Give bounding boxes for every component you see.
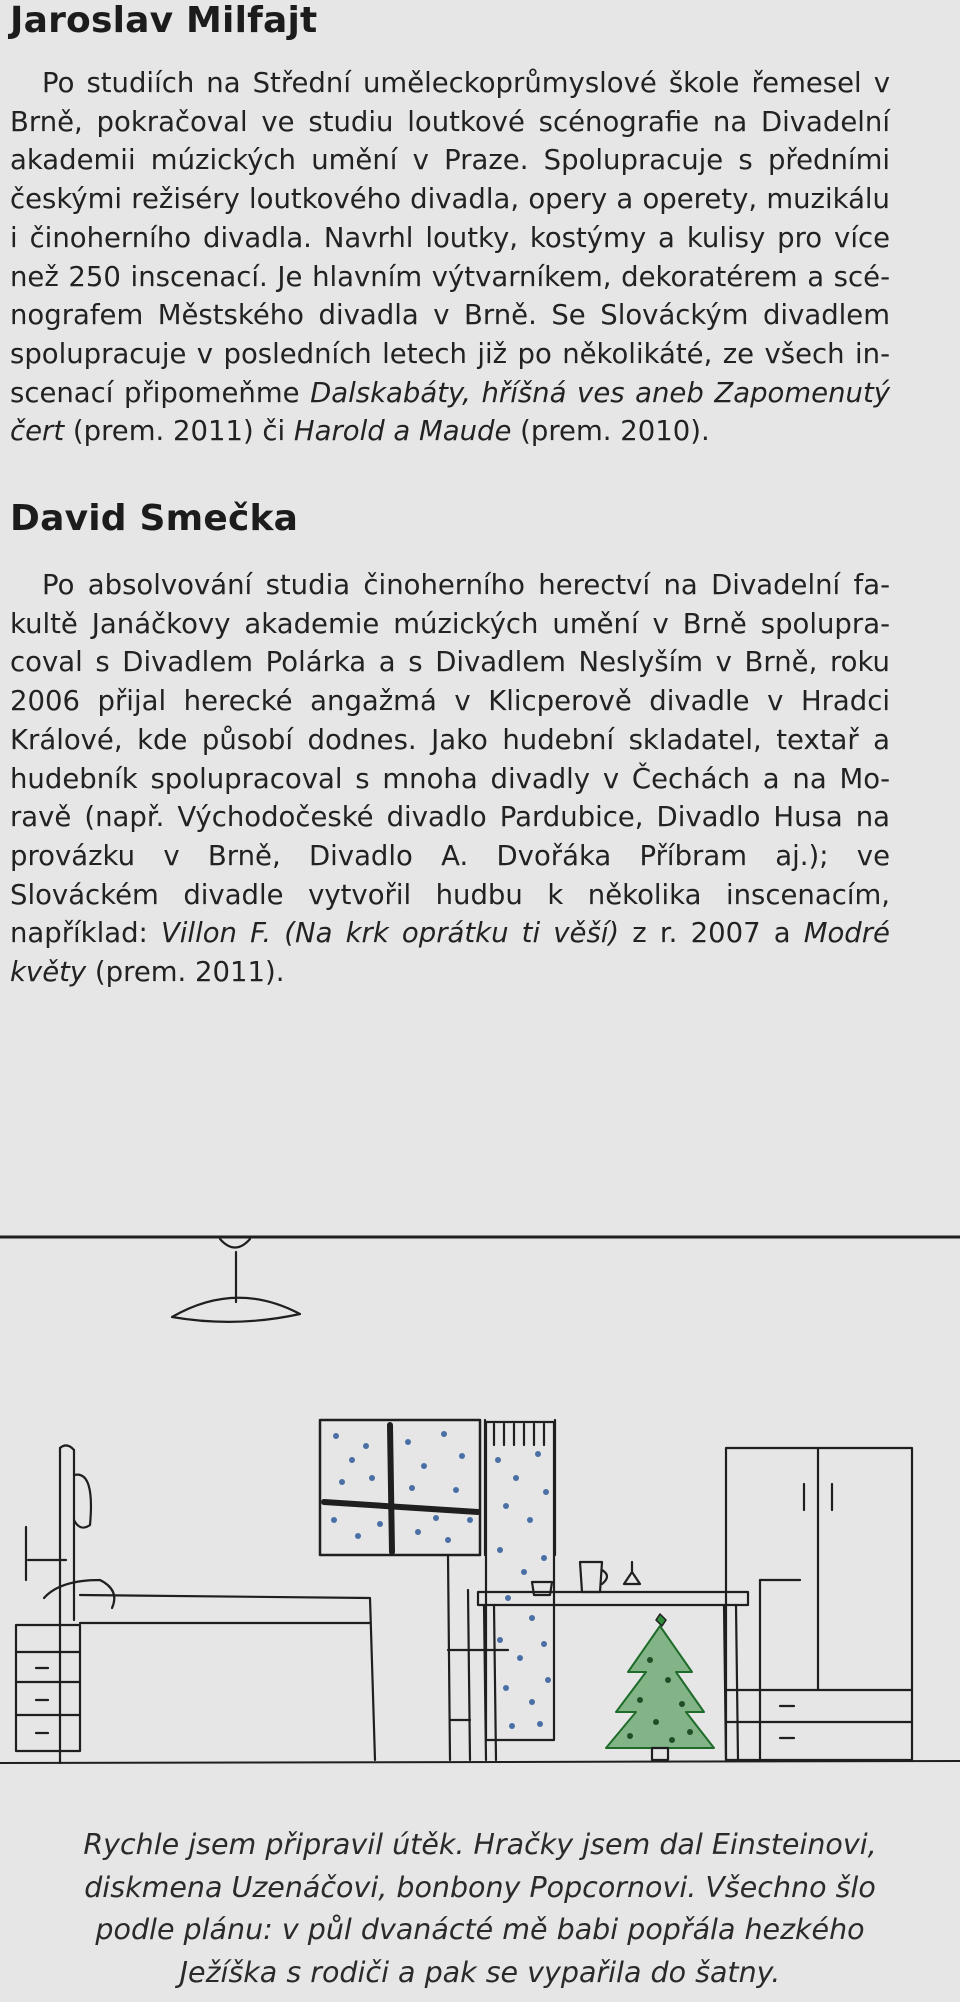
wardrobe (726, 1448, 912, 1760)
caption-line: podle plánu: v půl dvanácté mě babi popřála hezkého (95, 1913, 865, 1946)
christmas-tree (606, 1614, 714, 1760)
floor-line (0, 1761, 960, 1763)
heading-milfajt: Jaroslav Milfajt (10, 0, 318, 41)
bio-text: (prem. 2011). (86, 956, 285, 989)
work-title: Modré květy (10, 917, 890, 989)
caption-line: diskmena Uzenáčovi, bonbony Popcornovi. Všechno šlo (84, 1870, 876, 1904)
bio-text: (prem. 2010). (511, 415, 710, 448)
table (478, 1562, 748, 1760)
illustration-caption (20, 1824, 940, 1994)
room-illustration (0, 1220, 960, 1790)
bio-text: z r. 2007 a (619, 917, 804, 950)
heading-smecka: David Smečka (10, 498, 299, 539)
window (320, 1420, 555, 1555)
bio-text: (prem. 2011) či (64, 415, 294, 448)
work-title: Villon F. (Na krk oprátku ti věší) (160, 917, 620, 950)
bio-text: Po absolvování studia činoherního herectví na Divadelní fakultě Janáčkovy akademie múzických umění v Brně spolupracoval s Divadlem Polárka a s Divadlem Neslyším v Brně, roku 2006 přijal herecké angažmá v Klicperově divadle v Hradci Králové, kde působí dodnes. Jako hudební skladatel, textař a hudebník spolupracoval s mnoha divadly v Čechách a na Moravě (např. Východočeské divadlo Pardubice, Divadlo Husa na provázku v Brně, Divadlo A. Dvořáka Příbram aj.); ve Slováckém divadle vytvořil hudbu k několika inscenacím, například: (10, 569, 890, 950)
bio-smecka (10, 566, 890, 992)
snow-dots (331, 1431, 551, 1729)
work-title: Dalskabáty, hříšná ves aneb Zapomenutý čert (10, 376, 890, 448)
bio-milfajt (10, 64, 890, 451)
caption-line: Rychle jsem připravil útěk. Hračky jsem dal Einsteinovi, (83, 1828, 877, 1861)
bio-text: Po studiích na Střední uměleckoprůmyslové škole řemesel v Brně, pokračoval ve studiu loutkové scénografie na Divadelní akademii múzických umění v Praze. Spolupracuje s předními českými režiséry loutkového divadla, opery a operety, muzikálu i činoherního divadla. Navrhl loutky, kostýmy a kulisy pro více než 250 inscenací. Je hlavním výtvarníkem, dekoratérem a scénografem Městského divadla v Brně. Se Slováckým divadlem spolupracuje v posledních letech již po několikáté, ze všech inscenací připomeňme (10, 67, 890, 409)
chair (448, 1555, 508, 1760)
ceiling-lamp (172, 1239, 300, 1322)
work-title: Harold a Maude (293, 415, 512, 448)
nightstand (16, 1625, 80, 1751)
caption-line: Ježíška s rodiči a pak se vypařila do šatny. (179, 1955, 781, 1989)
